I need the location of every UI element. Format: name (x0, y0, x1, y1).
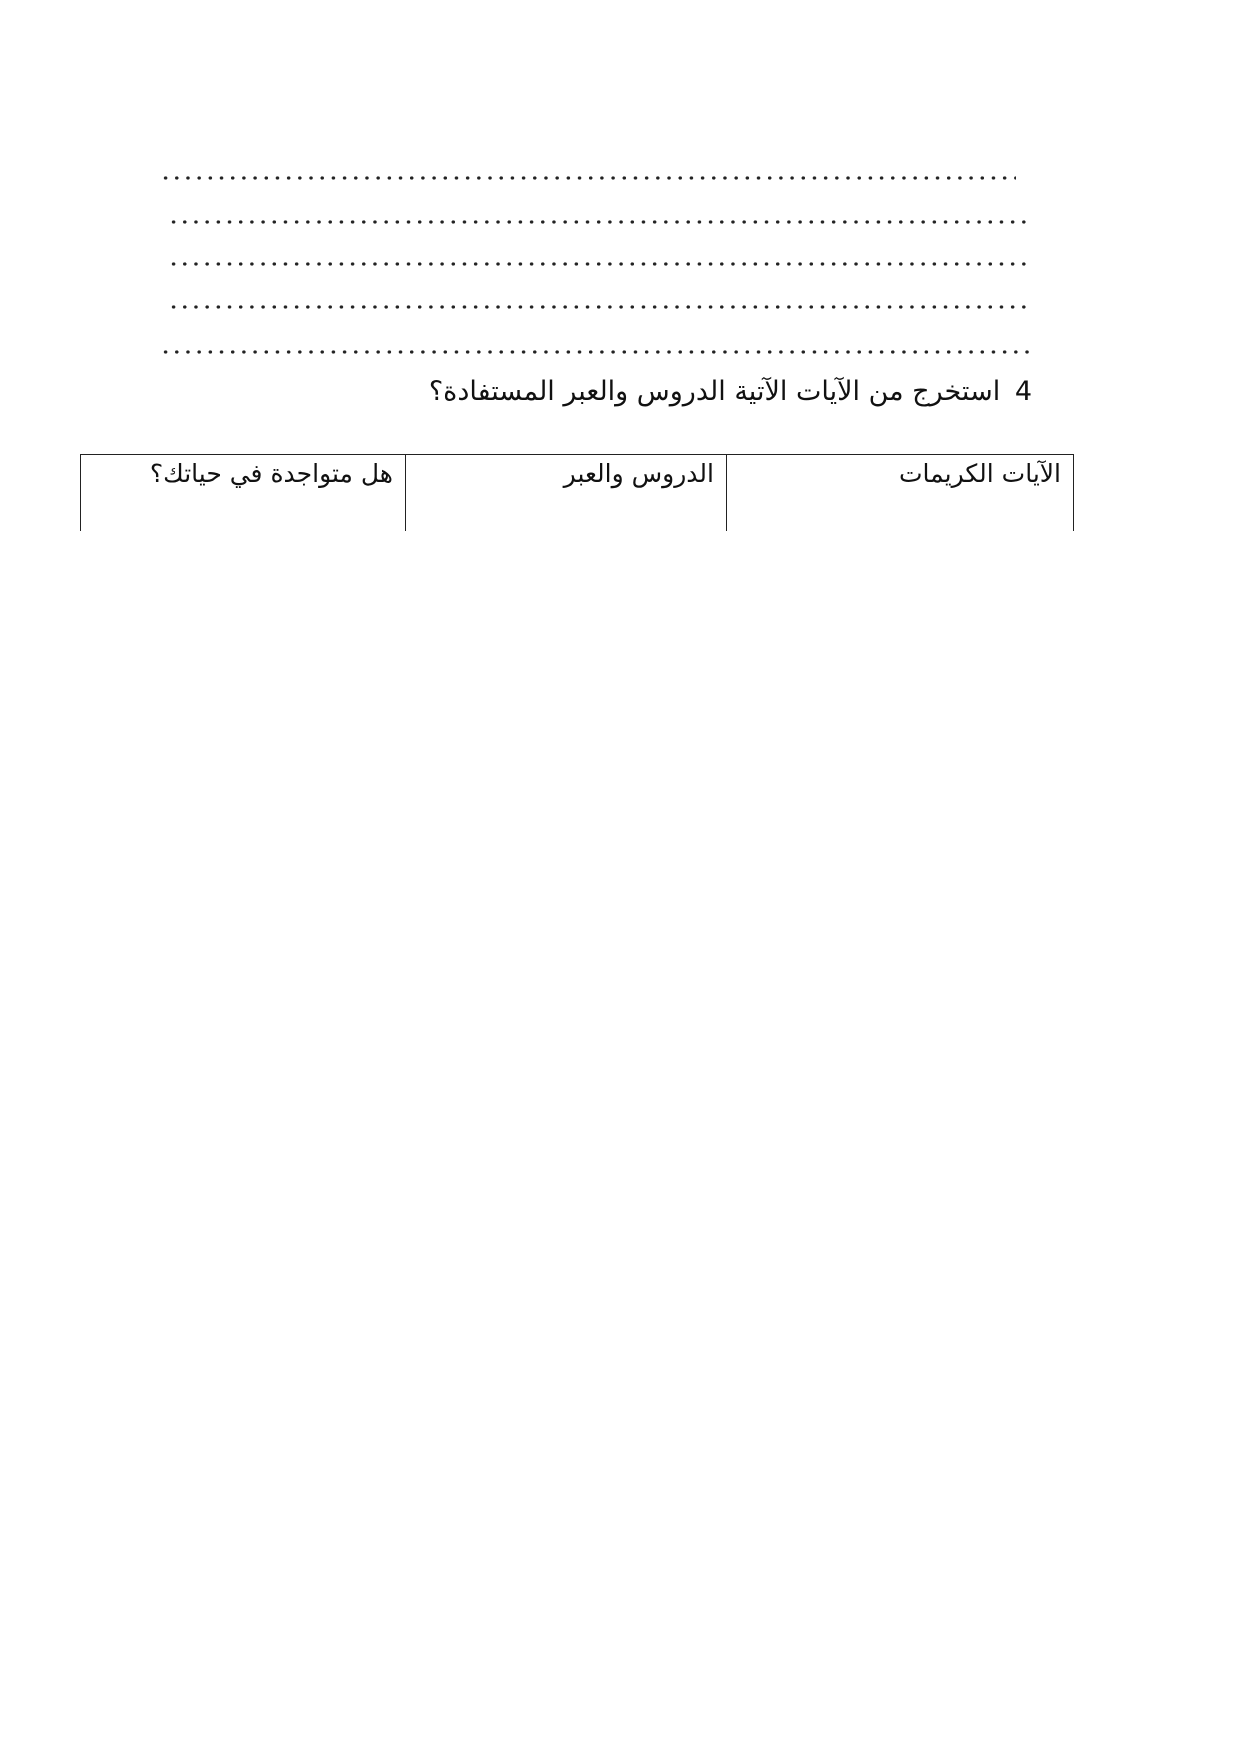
answer-table (80, 454, 1074, 531)
answer-line (168, 218, 1030, 226)
question-heading (332, 372, 1032, 412)
question-number: 4 (1014, 376, 1032, 407)
table-header-row (81, 455, 1074, 532)
answer-line (168, 303, 1030, 311)
question-text: استخرج من الآيات الآتية الدروس والعبر المستفادة؟ (428, 376, 1001, 407)
answer-line (160, 348, 1030, 356)
header-in-your-life: هل متواجدة في حياتك؟ (81, 455, 406, 532)
answer-line (160, 174, 1016, 182)
header-lessons: الدروس والعبر (406, 455, 727, 532)
header-verses: الآيات الكريمات (727, 455, 1074, 532)
answer-line (168, 260, 1030, 268)
